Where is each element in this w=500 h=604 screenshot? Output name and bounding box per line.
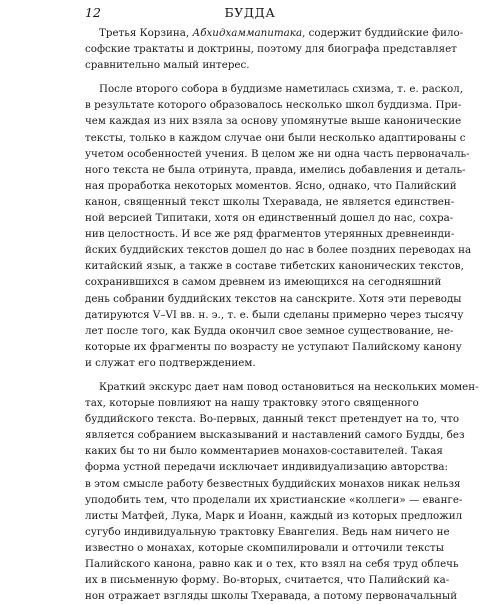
text-line: нон отражает взгляды школы Тхеравада, а потому первоначальный bbox=[85, 590, 458, 603]
text-line: лет после того, как Будда окончил свое земное существование, не- bbox=[85, 324, 454, 337]
body-text bbox=[85, 25, 479, 604]
text-line: известно о монахах, которые скомпилировали и отточили тексты bbox=[85, 541, 444, 554]
text-line: ного текста не была отринута, правда, имелись добавления и деталь- bbox=[85, 163, 466, 176]
text-line: каких бы то ни было комментариев монахов-составителей. Такая bbox=[85, 445, 443, 458]
text-line: в этом смысле работу безвестных буддийских монахов никак нельзя bbox=[85, 477, 461, 490]
paragraph bbox=[85, 379, 479, 604]
text-line: сохранившихся в самом древнем из имеющихся на сегодняшний bbox=[85, 276, 442, 289]
text-line: тах, которые повлияют на нашу трактовку этого священного bbox=[85, 397, 419, 410]
paragraph bbox=[85, 25, 464, 73]
text-line: является собранием высказываний и наставлений самого Будды, без bbox=[85, 429, 465, 442]
running-head bbox=[85, 5, 415, 21]
text-line: китайский язык, а также в составе тибетских канонических текстов, bbox=[85, 260, 464, 273]
italic-title: Абхидхаммапитака bbox=[192, 27, 303, 39]
running-title: БУДДА bbox=[224, 5, 276, 20]
text-line: день собрании буддийских текстов на санскрите. Хотя эти переводы bbox=[85, 292, 462, 305]
text-line: буддийского текста. Во-первых, данный текст претендует на то, что bbox=[85, 413, 460, 426]
text-line: ной версией Типитаки, хотя он единственный дошел до нас, сохра- bbox=[85, 212, 454, 225]
text-line: Третья Корзина, Абхидхаммапитака, содержит буддийские фило- bbox=[99, 27, 464, 39]
text-line: тексты, только в каждом случае они были несколько адаптированы с bbox=[85, 131, 466, 144]
text-line: листы Матфей, Лука, Марк и Иоанн, каждый из которых предложил bbox=[85, 509, 463, 522]
page-number: 12 bbox=[85, 5, 101, 20]
text-line: Краткий экскурс дает нам повод остановиться на нескольких момен- bbox=[99, 380, 479, 393]
text-line: датируются V–VI вв. н. э., т. е. были сделаны примерно через тысячу bbox=[85, 308, 464, 321]
text-line: йских буддийских текстов дошел до нас в более поздних переводах на bbox=[85, 244, 472, 257]
text-line: которые их фрагменты по возрасту не уступают Палийскому канону bbox=[85, 340, 462, 353]
text-line: учетом особенностей учения. В целом же ни одна часть первоначаль- bbox=[85, 147, 470, 160]
text-line: ная проработка некоторых моментов. Ясно, однако, что Палийский bbox=[85, 179, 457, 192]
text-line: нив целостность. И все же ряд фрагментов утерянных древнеинди- bbox=[85, 228, 455, 241]
text-line: чем каждая из них взяла за основу упомянутые выше канонические bbox=[85, 115, 462, 128]
text-line: их в письменную форму. Во-вторых, считается, что Палийский ка- bbox=[85, 574, 450, 587]
text-line: и служат его подтверждением. bbox=[85, 356, 256, 369]
text-line: сравнительно малый интерес. bbox=[85, 59, 250, 72]
text-line: уподобить тем, что проделали их христианские «коллеги» — еванге- bbox=[85, 493, 463, 506]
text-line: софские трактаты и доктрины, поэтому для биографа представляет bbox=[85, 43, 457, 56]
paragraph bbox=[85, 81, 472, 371]
text-line: в результате которого образовалось несколько школ буддизма. При- bbox=[85, 99, 462, 112]
text-line: После второго собора в буддизме наметилась схизма, т. е. раскол, bbox=[99, 83, 464, 96]
text-line: Палийского канона, равно как и о тех, кто взял на себя труд облечь bbox=[85, 558, 459, 570]
text-line: форма устной передачи исключает индивидуализацию авторства: bbox=[85, 461, 448, 474]
text-line: сугубо индивидуальную трактовку Евангелия. Ведь нам ничего не bbox=[85, 525, 450, 538]
text-line: канон, священный текст школы Тхеравада, не является единствен- bbox=[85, 195, 455, 208]
